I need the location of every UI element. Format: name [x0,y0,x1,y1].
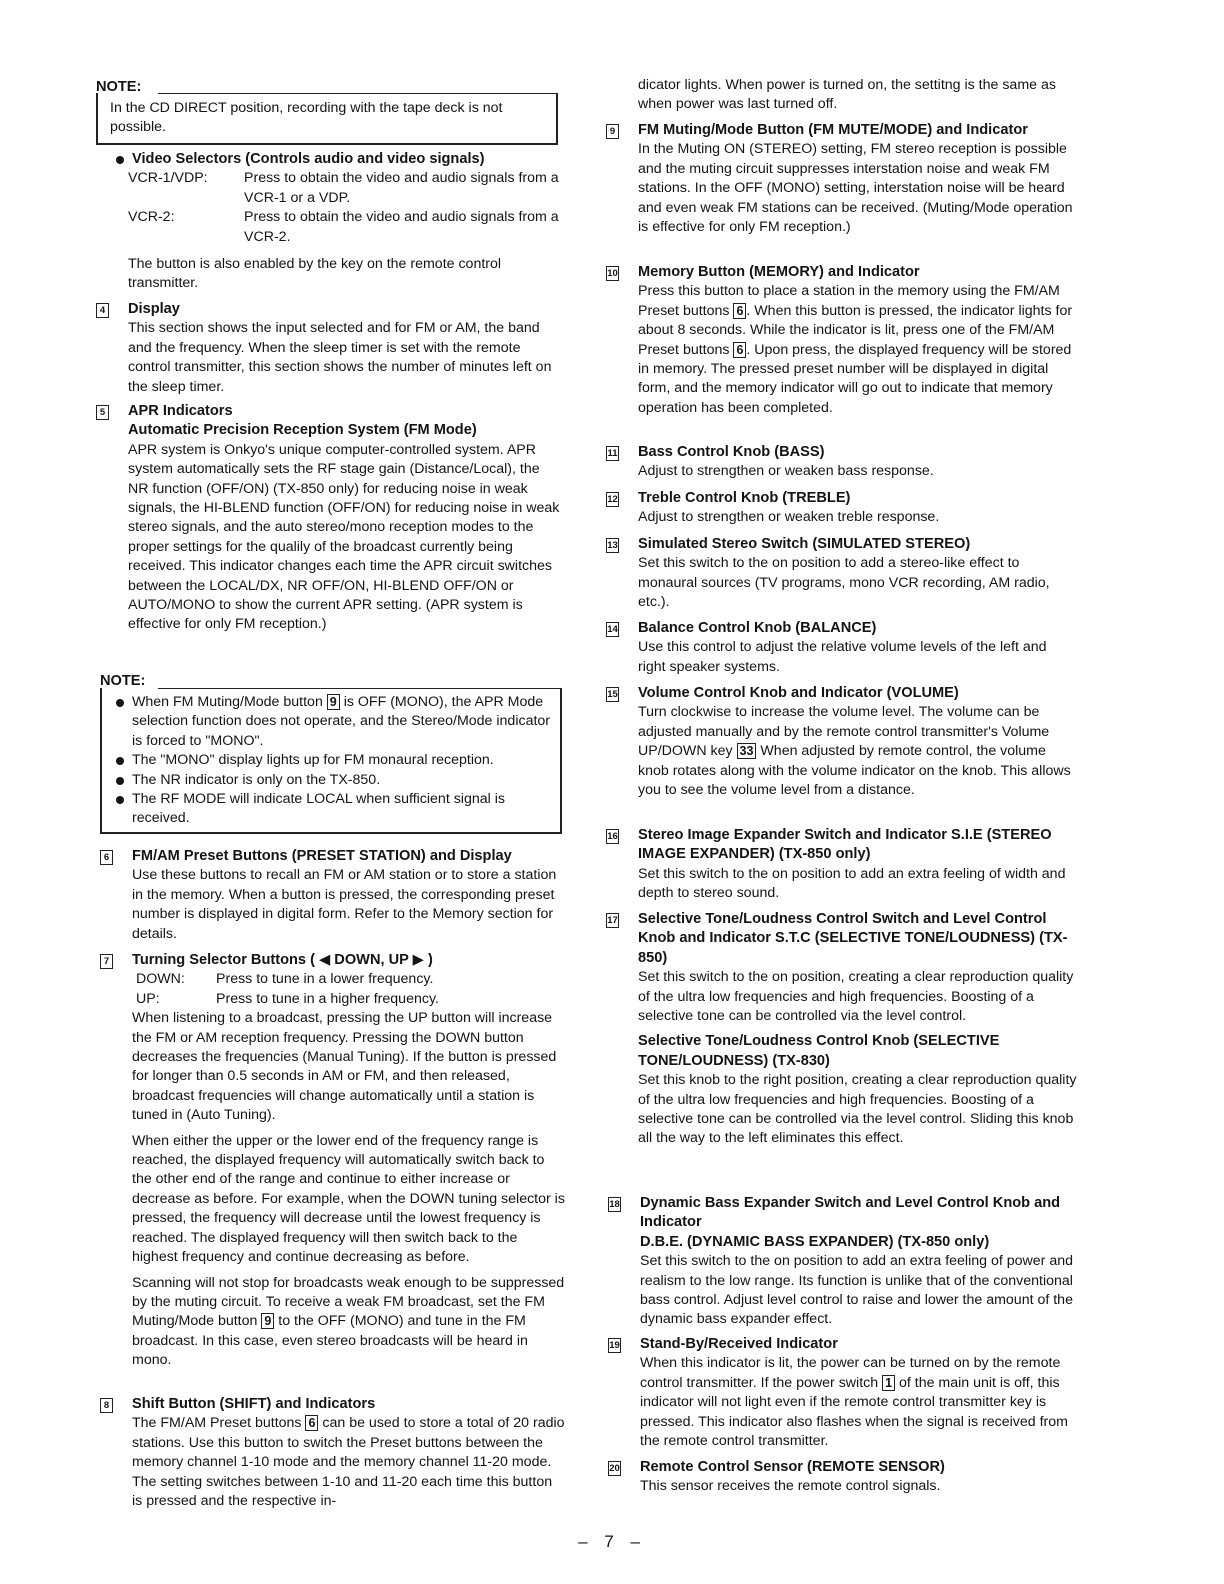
section-text [132,1414,566,1511]
item-number: 11 [607,448,618,459]
note-text: is OFF (MONO), the APR Mode selection function does not operate, and the Stereo/Mode indicator is forced to "MONO". [132,694,551,749]
text-span: The FM/AM Preset buttons [132,1415,302,1432]
note-bullet [110,693,554,751]
memory-section [638,263,1078,418]
section-title: Balance Control Knob (BALANCE) [638,620,877,636]
definition-value: Press to tune in a higher frequency. [216,990,439,1007]
definition-row [128,208,562,247]
apr-section [128,402,562,635]
ref-box: 9 [261,1313,274,1329]
section-title: Stand-By/Received Indicator [640,1336,838,1352]
note-text: In the CD DIRECT position, recording with the tape deck is not possible. [110,100,503,136]
section-text [638,703,1078,800]
section-title: Shift Button (SHIFT) and Indicators [132,1396,376,1412]
page-number: – 7 – [578,1532,646,1551]
section-text: Set this knob to the right position, creating a clear reproduction quality of the ultra low frequencies and high frequencies. Boosting of a selective tone can be controlled via the level control. Sliding this knob all the way to the left eliminates this effect. [638,1072,1077,1147]
section-text: Adjust to strengthen or weaken treble response. [638,509,940,526]
display-section [128,300,560,397]
section-title: Turning Selector Buttons ( ◀ DOWN, UP ▶ ) [132,952,433,968]
text-span: Turn clockwise to increase the volume level. The volume can be adjusted manually and by the remote control transmitter's Volume UP/DOWN key [638,704,1050,760]
section-title: APR Indicators [128,403,233,419]
text-span: can be used to store a total of 20 radio stations. Use this button to switch the Preset buttons between the memory channel 1-10 mode and the memory channel 11-20 mode. The setting switches between 1-10 and 11-20 each time this button is pressed and the respective in- [132,1415,565,1510]
text-span: to the OFF (MONO) and tune in the FM broadcast. In this case, even stereo broadcasts will be heard in mono. [132,1313,528,1369]
section-text: The button is also enabled by the key on the remote control transmitter. [128,256,502,292]
definition-value: Press to obtain the video and audio signals from a VCR-1 or a VDP. [244,170,559,206]
ref-box: 1 [882,1375,895,1391]
section-text: Set this switch to the on position to add an extra feeling of width and depth to stereo sound. [638,865,1066,902]
selective-tone-section [638,910,1078,1149]
item-number: 17 [607,915,618,926]
item-number: 18 [609,1199,620,1210]
section-text: Adjust to strengthen or weaken bass response. [638,463,934,480]
item-number: 5 [96,405,109,420]
item-number: 16 [607,831,618,842]
note-box [96,93,558,145]
section-text: This sensor receives the remote control signals. [640,1478,941,1495]
section-text: Set this switch to the on position, creating a clear reproduction quality of the ultra low frequencies and high frequencies. Boosting of a selective tone can be controlled via the level control. [638,969,1074,1025]
bullet-dot [116,156,124,164]
bass-section [638,443,1078,482]
item-number: 7 [100,954,113,969]
standby-section [640,1335,1078,1451]
note-text: The RF MODE will indicate LOCAL when sufficient signal is received. [132,791,505,827]
note-box [100,688,562,834]
balance-section [638,619,1078,677]
section-text: Use these buttons to recall an FM or AM station or to store a station in the memory. When a button is pressed, the corresponding preset number is displayed in digital form. Refer to the Memory section for details. [132,867,557,942]
note-text: The NR indicator is only on the TX-850. [132,771,381,788]
section-text [638,282,1078,418]
definition-value: Press to obtain the video and audio signals from a VCR-2. [244,209,559,245]
section-title: FM/AM Preset Buttons (PRESET STATION) and Display [132,848,512,864]
section-text [132,1274,566,1371]
section-subtitle: Selective Tone/Loudness Control Knob (SELECTIVE TONE/LOUDNESS) (TX-830) [638,1033,1000,1069]
section-text: Set this switch to the on position to add a stereo-like effect to monaural sources (TV programs, mono VCR recording, AM radio, etc.). [638,555,1050,611]
text-span: of the main unit is off, this indicator will not light even if the remote control transmitter key is pressed. This indicator also flashes when the signal is received from the remote control transmitter. [640,1374,1068,1450]
shift-section [132,1395,566,1511]
section-text: APR system is Onkyo's unique computer-controlled system. APR system automatically sets the RF stage gain (Distance/Local), the NR function (OFF/ON) (TX-850 only) for reducing noise in weak signals, the HI-BLEND function (OFF/ON) for reducing noise in weak stereo signals, and the auto stereo/mono reception modes to the proper settings for the qualily of the broadcast currently being received. This indicator changes each time the APR circuit switches between the LOCAL/DX, NR OFF/ON, HI-BLEND OFF/ON or AUTO/MONO to show the current APR setting. (APR system is effective for only FM reception.) [128,441,560,633]
tuning-section [132,951,566,1371]
definition-key: UP: [136,990,160,1007]
bullet-dot [116,699,124,707]
item-number: 20 [609,1463,620,1474]
section-title: Display [128,301,180,317]
section-text: In the Muting ON (STEREO) setting, FM stereo reception is possible and the muting circuit suppresses interstation noise and weak FM stations. In the OFF (MONO) setting, interstation noise will be heard and even weak FM stations can be received. (Muting/Mode operation is effective for only FM reception.) [638,141,1073,236]
note-heading: NOTE: [100,673,146,689]
text-span: Press this button to place a station in the memory using the FM/AM Preset buttons [638,283,1060,319]
definition-key: VCR-1/VDP: [128,170,208,187]
item-number: 8 [100,1398,113,1413]
definition-row [132,970,566,989]
item-number: 15 [607,689,618,700]
text-span: . Upon press, the displayed frequency will be stored in memory. The pressed preset number will be displayed in digital form, and the memory indicator will go out to indicate that memory operation has been completed. [638,341,1072,416]
item-number: 4 [96,303,109,318]
definition-row [132,990,566,1009]
item-number: 13 [607,540,618,551]
video-selectors-section [110,150,562,294]
bullet-dot [116,757,124,765]
section-text: Use this control to adjust the relative volume levels of the left and right speaker systems. [638,639,1047,675]
section-text: This section shows the input selected and for FM or AM, the band and the frequency. When the sleep timer is set with the remote control transmitter, this section shows the number of minutes left on the sleep timer. [128,320,552,395]
preset-section [132,847,566,944]
item-number: 14 [607,624,618,635]
section-title: Remote Control Sensor (REMOTE SENSOR) [640,1459,945,1475]
ref-box: 6 [733,303,746,319]
item-number: 19 [609,1340,620,1351]
item-number: 6 [100,850,113,865]
section-text: When either the upper or the lower end of the frequency range is reached, the displayed frequency will automatically switch back to the other end of the range and continue to either increase or decrease as before. For example, when the DOWN tuning selector is pressed, the frequency will decrease until the lowest frequency is reached. The displayed frequency will then switch back to the highest frequency and continue decreasing as before. [132,1132,565,1266]
continued-text [638,76,1078,115]
ref-box: 9 [327,694,340,710]
section-title: Video Selectors (Controls audio and video signals) [132,151,485,167]
ref-box: 6 [305,1415,318,1431]
item-number: 9 [606,124,619,139]
section-subtitle: Automatic Precision Reception System (FM Mode) [128,422,477,439]
section-title: Dynamic Bass Expander Switch and Level Control Knob and Indicator [640,1195,1061,1231]
stereo-image-section [638,826,1078,904]
section-title: Selective Tone/Loudness Control Switch and Level Control Knob and Indicator S.T.C (SELECTIVE TONE/LOUDNESS) (TX-850) [638,911,1068,966]
ref-box: 33 [737,743,757,759]
simulated-stereo-section [638,535,1078,613]
ref-box: 6 [733,342,746,358]
section-title: Treble Control Knob (TREBLE) [638,490,851,506]
note-text: When FM Muting/Mode button [132,694,323,710]
dbe-section [640,1194,1078,1330]
section-subtitle: D.B.E. (DYNAMIC BASS EXPANDER) (TX-850 only) [640,1233,990,1250]
section-title: Simulated Stereo Switch (SIMULATED STEREO) [638,536,971,552]
section-text [640,1354,1078,1451]
note-heading: NOTE: [96,79,142,95]
text-span: . When this button is pressed, the indicator lights for about 8 seconds. While the indicator is lit, press one of the FM/AM Preset buttons [638,302,1073,358]
item-number: 10 [607,268,618,279]
definition-row [128,169,562,208]
definition-key: VCR-2: [128,209,175,226]
definition-value: Press to tune in a lower frequency. [216,971,434,988]
treble-section [638,489,1078,528]
fm-muting-section [638,121,1078,237]
note-text: The "MONO" display lights up for FM monaural reception. [132,752,494,769]
section-title: FM Muting/Mode Button (FM MUTE/MODE) and Indicator [638,122,1028,138]
section-text: When listening to a broadcast, pressing the UP button will increase the FM or AM reception frequency. Pressing the DOWN button decreases the frequencies (Manual Tuning). If the button is pressed for longer than 0.5 seconds in AM or FM, and then released, broadcast frequencies will change automatically until a station is tuned in (Auto Tuning). [132,1010,557,1124]
section-text: dicator lights. When power is turned on, the settitng is the same as when power was last turned off. [638,77,1056,113]
bullet-dot [116,796,124,804]
text-span: When this indicator is lit, the power can be turned on by the remote control transmitter. If the power switch [640,1355,1061,1391]
item-number: 12 [607,494,618,505]
note-bullet [110,771,554,790]
section-title: Stereo Image Expander Switch and Indicator S.I.E (STEREO IMAGE EXPANDER) (TX-850 only) [638,827,1052,863]
volume-section [638,684,1078,800]
text-span: Scanning will not stop for broadcasts weak enough to be suppressed by the muting circuit. To receive a weak FM broadcast, set the FM Muting/Mode button [132,1274,565,1330]
section-title: Memory Button (MEMORY) and Indicator [638,264,920,280]
note-bullet [110,751,554,770]
text-span: When adjusted by remote control, the volume knob rotates along with the volume indicator on the knob. This allows you to see the volume level from a distance. [638,743,1071,799]
remote-sensor-section [640,1458,1078,1497]
bullet-dot [116,777,124,785]
definition-key: DOWN: [136,971,185,988]
section-text: Set this switch to the on position to add an extra feeling of power and realism to the low range. Its function is unlike that of the conventional bass control. Adjust level control to raise and lower the amount of the dynamic bass expander effect. [640,1253,1073,1328]
section-title: Bass Control Knob (BASS) [638,444,825,460]
note-bullet [110,790,554,829]
section-title: Volume Control Knob and Indicator (VOLUME) [638,685,959,701]
